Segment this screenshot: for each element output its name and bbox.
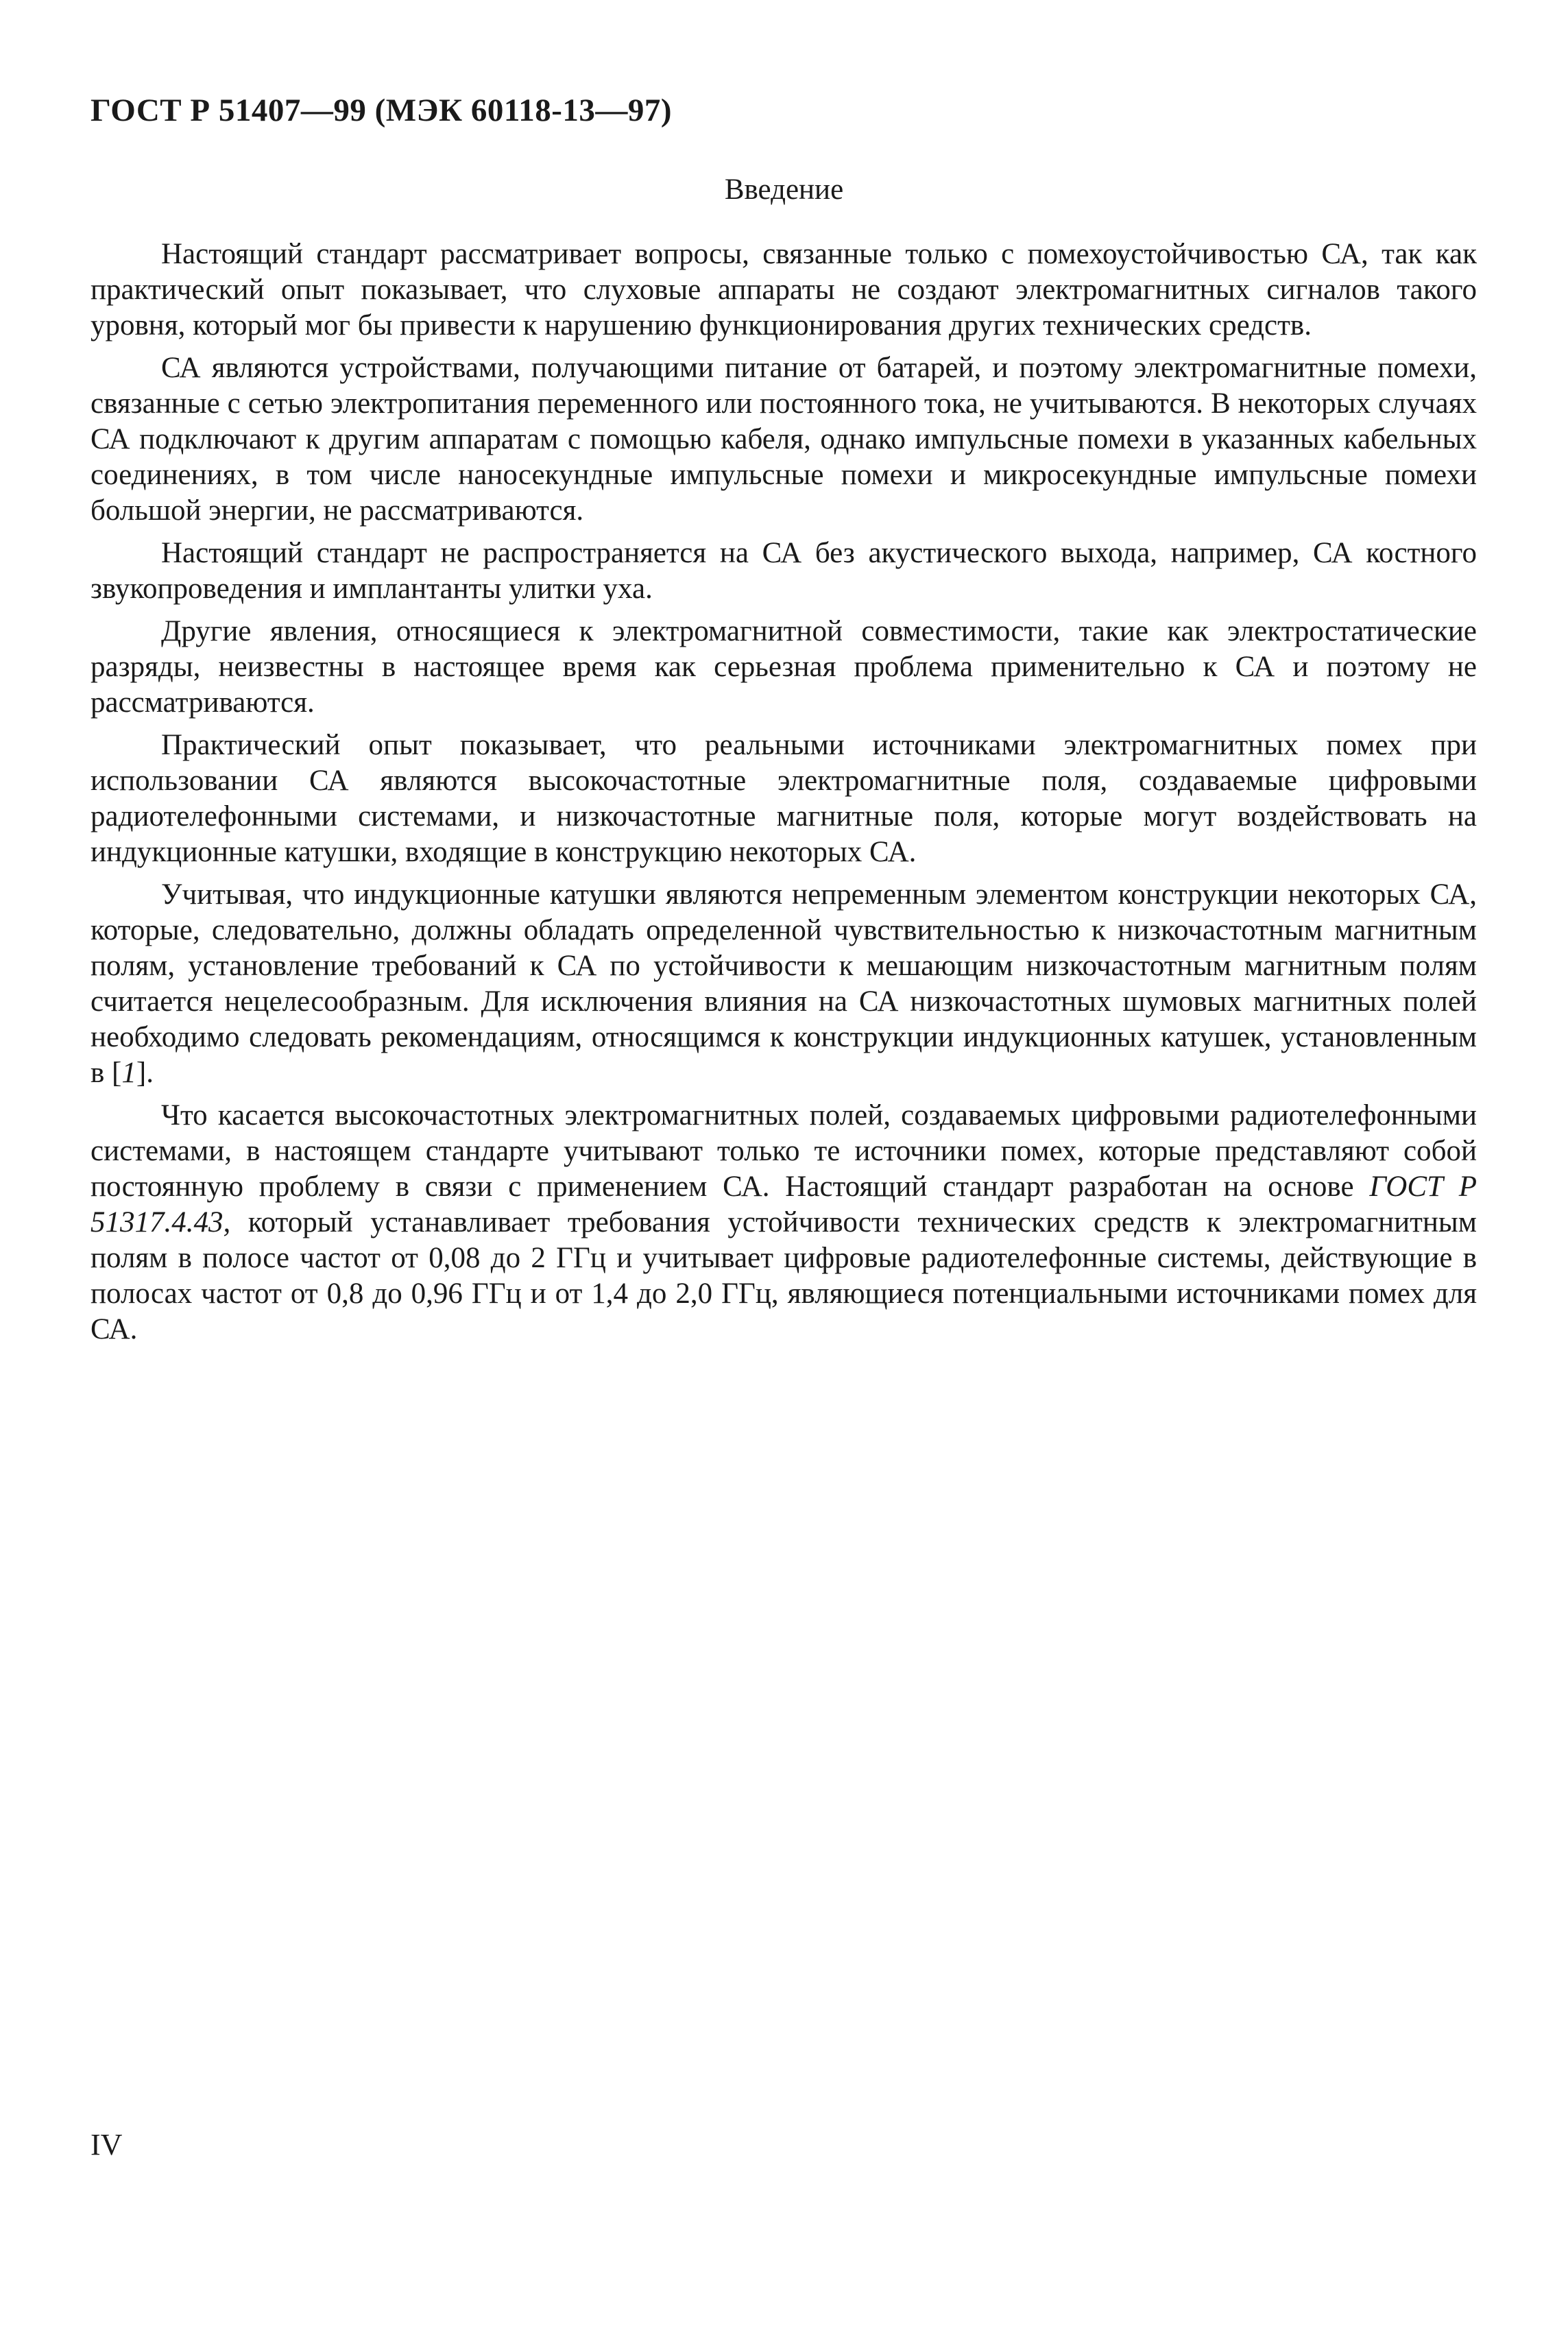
bibliography-reference: 1 [121, 1057, 136, 1089]
body-text [91, 237, 1477, 1347]
paragraph-2: СА являются устройствами, получающими питание от батарей, и поэтому электромагнитные помехи, связанные с сетью электропитания переменного или постоянного тока, не учитываются. В некоторых случаях СА подключают к другим аппаратам с помощью кабеля, однако импульсные помехи в указанных кабельных соединениях, в том числе наносекундные импульсные помехи и микросекундные импульсные помехи большой энергии, не рассматриваются. [91, 352, 1477, 527]
paragraph-3: Настоящий стандарт не распространяется на СА без акустического выхода, например, СА костного звукопроведения и имплантанты улитки уха. [91, 537, 1477, 605]
paragraph-6-text-end: ]. [136, 1057, 154, 1089]
paragraph-4: Другие явления, относящиеся к электромагнитной совместимости, такие как электростатические разряды, неизвестны в настоящее время как серьезная проблема применительно к СА и поэтому не рассматриваются. [91, 615, 1477, 719]
paragraph-5: Практический опыт показывает, что реальными источниками электромагнитных помех при использовании СА являются высокочастотные электромагнитные поля, создаваемые цифровыми радиотелефонными системами, и низкочастотные магнитные поля, которые могут воздействовать на индукционные катушки, входящие в конструкцию некоторых СА. [91, 729, 1477, 868]
section-title: Введение [724, 173, 844, 206]
paragraph-1: Настоящий стандарт рассматривает вопросы, связанные только с помехоустойчивостью СА, так как практический опыт показывает, что слуховые аппараты не создают электромагнитных сигналов такого уровня, который мог бы привести к нарушению функционирования других технических средств. [91, 238, 1477, 342]
paragraph-7-text-end: который устанавливает требования устойчивости технических средств к электромагнитным полям в полосе частот от 0,08 до 2 ГГц и учитывает цифровые радиотелефонные системы, действующие в полосах частот от 0,8 до 0,96 ГГц и от 1,4 до 2,0 ГГц, являющиеся потенциальными источниками помех для СА. [91, 1206, 1477, 1345]
document-designation: ГОСТ Р 51407—99 (МЭК 60118-13—97) [91, 93, 673, 128]
paragraph-7-text: Что касается высокочастотных электромагнитных полей, создаваемых цифровыми радиотелефонными системами, в настоящем стандарте учитывают только те источники помех, которые представляют собой постоянную проблему в связи с применением СА. Настоящий стандарт разработан на основе [91, 1099, 1477, 1203]
standard-reference: ГОСТ Р 51317.4.43, [91, 1171, 1477, 1238]
page-number: IV [91, 2128, 123, 2161]
paragraph-6 [91, 877, 1477, 1091]
paragraph-7 [91, 1098, 1477, 1347]
paragraph-6-text: Учитывая, что индукционные катушки являются непременным элементом конструкции некоторых СА, которые, следовательно, должны обладать определенной чувствительностью к низкочастотным магнитным полям, установление требований к СА по устойчивости к мешающим низкочастотным магнитным полям считается нецелесообразным. Для исключения влияния на СА низкочастотных шумовых магнитных полей необходимо следовать рекомендациям, относящимся к конструкции индукционных катушек, установленным в [ [91, 878, 1477, 1089]
